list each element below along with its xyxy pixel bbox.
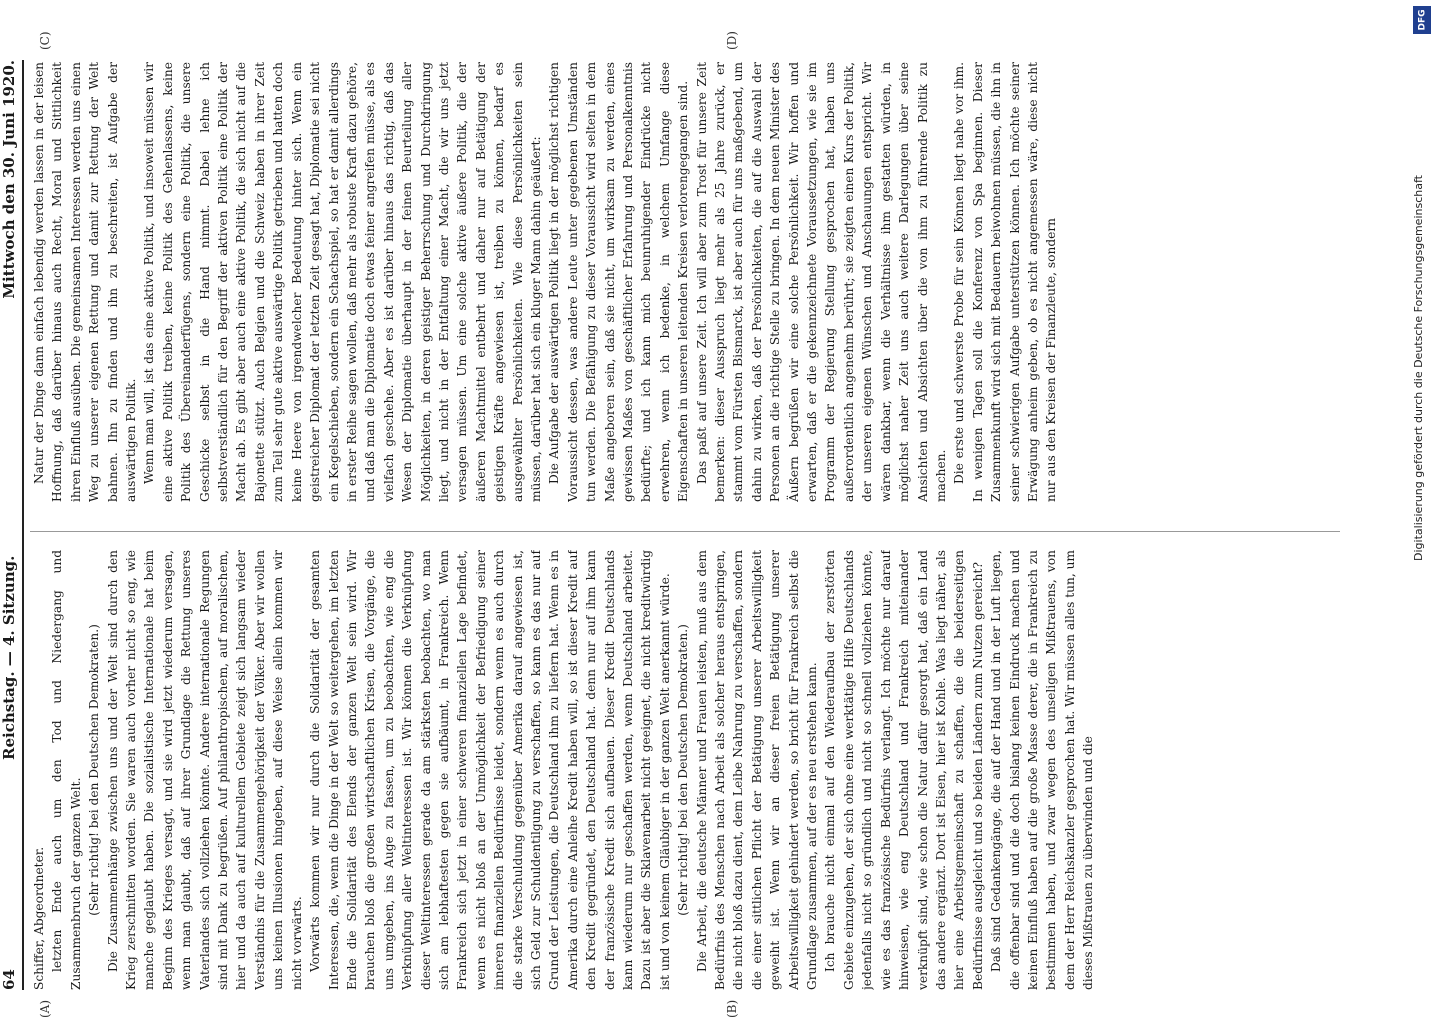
paragraph: Natur der Dinge dann einfach lebendig werden lassen in der leisen Hoffnung, daß darüber hinaus auch Recht, Moral und Sittlichkeit ihren Einfluß ausüben. Die gemeinsamen Interessen werden uns einen Weg zu unserer eigenen Rettung und damit zur Rettung der Welt bahnen. Ihn zu finden und ihn zu beschreiten, ist Aufgabe der auswärtigen Politik.	[32, 62, 139, 502]
paragraph: Ich brauche nicht einmal auf den Wiederaufbau der zerstörten Gebiete einzugehen, der sich ohne eine werktätige Hilfe Deutschlands jedenfalls nicht so gründlich und nicht so schnell vollziehen könnte, wie es das französische Bedürfnis verlangt. Ich möchte nur darauf hinweisen, wie eng Deutschland und Frankreich miteinander verknüpft sind, wie schon die Natur dafür gesorgt hat, daß ein Land das andere ergänzt. Dort ist Eisen, hier ist Kohle. Was liegt näher, als hier eine Arbeitsgemeinschaft zu schaffen, die die beiderseitigen Bedürfnisse ausgleicht und so beiden Ländern zum Nutzen gereicht?	[823, 550, 985, 990]
paragraph: Wenn man will, ist das eine aktive Politik, und insoweit müssen wir eine aktive Politik treiben, keine Politik des Gehenlassens, keine Politik des Übereinanderfügens, sondern eine Politik, die unsere Geschicke selbst in die Hand nimmt. Dabei lehne ich selbstverständlich für den Begriff der aktiven Politik eine Politik der Macht ab. Es gibt aber auch eine aktive Politik, die sich nicht auf die Bajonette stützt. Auch Belgien und die Schweiz haben in ihrer Zeit zum Teil sehr gute aktive auswärtige Politik getrieben und hatten doch keine Heere von irgendwelcher Bedeutung hinter sich. Wenn ein geistreicher Diplomat der letzten Zeit gesagt hat, Diplomatie sei nicht ein Kegelschieben, sondern ein Schachspiel, so hat er damit allerdings in erster Reihe sagen wollen, daß mehr als robuste Kraft dazu gehöre, und daß man die Diplomatie doch etwas feiner angreifen müsse, als es vielfach geschehe. Aber es ist darüber hinaus das richtig, daß das Wesen der Diplomatie überhaupt in der feinen Beurteilung aller Möglichkeiten, in deren geistiger Beherrschung und Durchdringung liegt, und nicht in der Entfaltung einer Macht, die wir uns jetzt versagen müssen. Um eine solche aktive äußere Politik, die der äußeren Machtmittel entbehrt und daher nur auf Betätigung der geistigen Kräfte angewiesen ist, treiben zu können, bedarf es ausgewählter Persönlichkeiten. Wie diese Persönlichkeiten sein müssen, darüber hat sich ein kluger Mann dahin geäußert:	[142, 62, 543, 502]
paragraph: Das paßt auf unsere Zeit. Ich will aber zum Trost für unsere Zeit bemerken: dieser Ausspruch liegt mehr als 25 Jahre zurück, er stammt vom Fürsten Bismarck, ist aber auch für uns maßgebend, um dahin zu wirken, daß der Persönlichkeiten, die auf die Auswahl der Personen an die richtige Stelle zu bringen. In dem neuen Minister des Äußern begrüßen wir eine solche Persönlichkeit. Wir hoffen und erwarten, daß er die gekennzeichnete Voraussetzungen, wie sie im Programm der Regierung Stellung gesprochen hat, haben uns außerordentlich angenehm berührt; sie zeigten einen Kurs der Politik, der unseren eigenen Wünschen und Anschauungen entspricht. Wir wären dankbar, wenn die Verhältnisse ihm gestatten würden, in möglichst naher Zeit uns auch weitere Darlegungen über seine Ansichten und Absichten über die von ihm zu führende Politik zu machen.	[694, 62, 948, 502]
document-page	[0, 31, 1360, 1018]
digitization-credit: Digitalisierung gefördert durch die Deutsche Forschungsgemeinschaft	[1412, 175, 1425, 561]
right-column	[30, 62, 1350, 502]
quotation: Die Aufgabe der auswärtigen Politik liegt in der möglichst richtigen Voraussicht dessen, was andere Leute unter gegebenen Umständen tun werden. Die Befähigung zu dieser Voraussicht wird selten in dem Maße angeboren sein, daß sie nicht, um wirksam zu werden, eines gewissen Maßes von geschäftlicher Erfahrung und Personalkenntnis bedürfte; und ich kann mich beunruhigender Eindrücke nicht erwehren, wenn ich bedenke, in welchem Umfange diese Eigenschaften in unseren leitenden Kreisen verlorengegangen sind.	[547, 62, 691, 502]
margin-marker-c: (C)	[38, 31, 52, 50]
margin-marker-a: (A)	[38, 999, 52, 1018]
paragraph: letzten Ende auch um den Tod und Niedergang und Zusammenbruch der ganzen Welt.	[50, 550, 83, 990]
column-divider	[30, 531, 1340, 532]
paragraph: Die Zusammenhänge zwischen uns und der Welt sind durch den Krieg zerschnitten worden. Sie waren auch vorher nicht so eng, wie manche geglaubt haben. Die sozialistische Internationale hat beim Beginn des Krieges versagt, und sie wird jetzt wiederum versagen, wenn man glaubt, daß auf ihrer Grundlage die Rettung unseres Vaterlandes sich vollziehen könnte. Andere internationale Regungen sind mit Dank zu begrüßen. Auf philanthropischem, auf moralischem, hier und da auch auf kulturellem Gebiete zeigt sich langsam wieder Verständnis für die Zusammengehörigkeit der Völker. Aber wir wollen uns keinen Illusionen hingeben, auf diese Weise allein kommen wir nicht vorwärts.	[105, 550, 304, 990]
page-header	[0, 60, 24, 990]
paragraph: Vorwärts kommen wir nur durch die Solidarität der gesamten Interessen, die, wenn die Dinge in der Welt so weitergehen, im letzten Ende die Solidarität des Elends der ganzen Welt sein wird. Wir brauchen bloß die großen wirtschaftlichen Krisen, die Vorgänge, die uns umgeben, ins Auge zu fassen, um zu beobachten, wie eng die Verknüpfung aller Weltinteressen ist. Wir können die Verknüpfung dieser Weltinteressen gerade da am stärksten beobachten, wo man sich am lebhaftesten gegen sie aufbäumt, in Frankreich. Wenn Frankreich sich jetzt in einer schweren finanziellen Lage befindet, wenn es nicht bloß an der Unmöglichkeit der Befriedigung seiner inneren finanziellen Bedürfnisse leidet, sondern wenn es auch durch die starke Verschuldung gegenüber Amerika darauf angewiesen ist, sich Geld zur Schuldentilgung zu verschaffen, so kann es das nur auf Grund der Leistungen, die Deutschland ihm zu liefern hat. Wenn es in Amerika durch eine Anleihe Kredit haben will, so ist dieser Kredit auf den Kredit gegründet, den Deutschland hat. denn nur auf ihm kann der französische Kredit sich aufbauen. Dieser Kredit Deutschlands kann wiederum nur geschaffen werden, wenn Deutschland arbeitet. Dazu ist aber die Sklavenarbeit nicht geeignet, die nicht kreditwürdig ist und von keinem Gläubiger in der ganzen Welt anerkannt würde.	[308, 550, 672, 990]
margin-marker-b: (B)	[725, 999, 739, 1018]
margin-marker-d: (D)	[725, 31, 739, 50]
left-column	[30, 550, 1350, 990]
interjection: (Sehr richtig! bei den Deutschen Demokraten.)	[87, 624, 102, 916]
page-number: 64	[0, 969, 18, 990]
interjection: (Sehr richtig! bei den Deutschen Demokraten.)	[676, 624, 691, 916]
sidebar-strip	[1410, 0, 1434, 1000]
paragraph: Die erste und schwerste Probe für sein Können liegt nahe vor ihm. In wenigen Tagen soll die Konferenz von Spa beginnen. Dieser Zusammenkunft wird sich mit Bedauern beiwohnen müssen, die ihn in seiner schwierigen Aufgabe unterstützen können. Ich möchte seiner Erwägung anheim geben, ob es nicht angemessen wäre, diese nicht nur aus den Kreisen der Finanzleute, sondern	[952, 62, 1059, 502]
session-date: Mittwoch den 30. Juni 1920.	[0, 60, 18, 299]
speaker-line: Schiffer, Abgeordneter.	[32, 846, 46, 990]
session-title: Reichstag. — 4. Sitzung.	[0, 555, 18, 760]
paragraph: Daß sind Gedankengänge, die auf der Hand und in der Luft liegen, die offenbar sind und die doch bislang keinen Eindruck machen und keinen Einfluß haben auf die große Masse derer, die in Frankreich zu bestimmen haben, und zwar wegen des unseligen Mißtrauens, von dem der Herr Reichskanzler gesprochen hat. Wir müssen alles tun, um dieses Mißtrauen zu überwinden und die	[989, 550, 1096, 990]
dfg-logo: DFG	[1413, 6, 1431, 34]
paragraph: Die Arbeit, die deutsche Männer und Frauen leisten, muß aus dem Bedürfnis des Menschen nach Arbeit als solcher heraus entspringen, die nicht bloß dazu dient, dem Leibe Nahrung zu verschaffen, sondern die einer sittlichen Pflicht der Betätigung unserer Arbeitswilligkeit geweiht ist. Wenn wir an dieser freien Betätigung unserer Arbeitswilligkeit gehindert werden, so bricht für Frankreich selbst die Grundlage zusammen, auf der es neu erstehen kann.	[694, 550, 820, 990]
